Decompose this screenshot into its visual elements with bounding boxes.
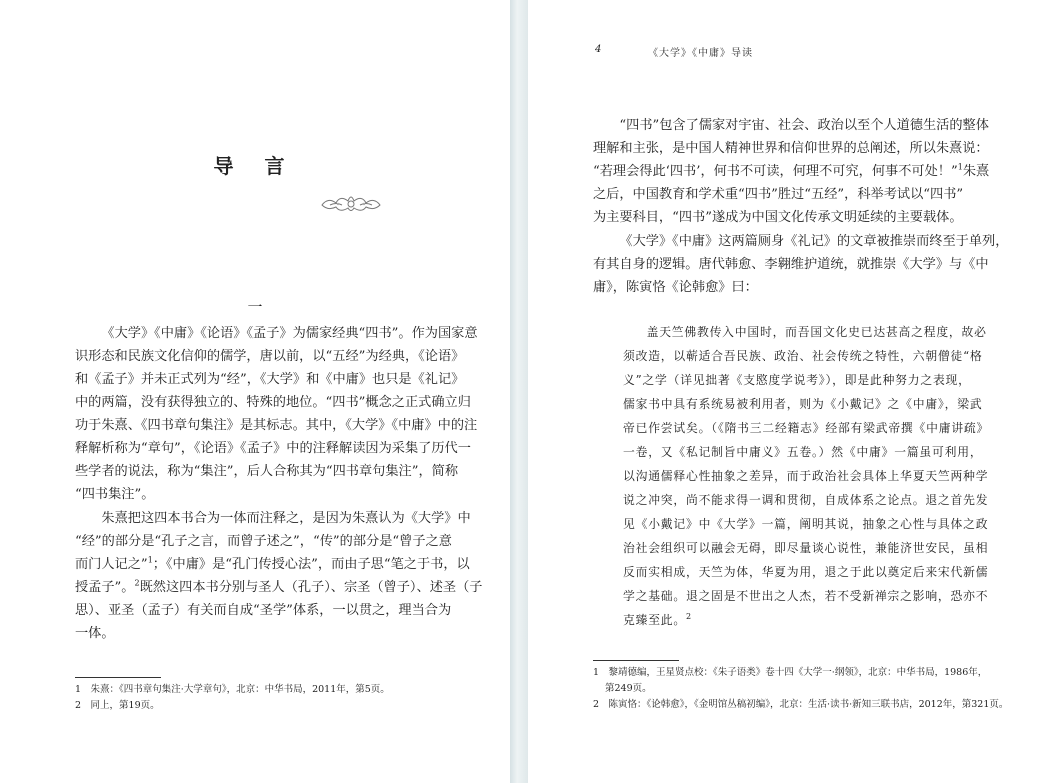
quote-line: 反而实相成，天竺为体，华夏为用，退之于此以奠定后来宋代新儒 (623, 565, 989, 579)
quote-line: 盖天竺佛教传入中国时，而吾国文化史已达甚高之程度，故必 (646, 325, 987, 339)
text-line: 和《孟子》并未正式列为“经”，《大学》和《中庸》也只是《礼记》 (75, 372, 465, 387)
quote-line: 以沟通儒释心性抽象之差异，而于政治社会具体上华夏天竺两种学 (623, 469, 989, 483)
footnote-rule (75, 677, 161, 678)
left-page (0, 0, 510, 783)
text-line: “若理会得此‘四书’，何书不可读，何理不可究，何事不可处！”$^1$朱熹 (593, 162, 990, 179)
text-line: 中的两篇，没有获得独立的、特殊的地位。“四书”概念之正式确立归 (75, 395, 471, 410)
quote-line: 说之冲突，尚不能求得一调和贯彻，自成体系之论点。退之首先发 (623, 493, 989, 507)
text-line: 庸》，陈寅恪《论韩愈》曰： (593, 280, 758, 295)
page-gutter (510, 0, 528, 783)
running-head: 《大学》《中庸》导读 (648, 48, 753, 59)
footnote-rule (593, 660, 679, 661)
text-line: 有其自身的逻辑。唐代韩愈、李翱维护道统，就推崇《大学》与《中 (593, 257, 989, 272)
block-quote (623, 320, 990, 632)
text-line: 朱熹把这四本书合为一体而注释之，是因为朱熹认为《大学》中 (101, 511, 471, 526)
text-line: 释解析称为“章句”，《论语》《孟子》中的注释解读因为采集了历代一 (75, 441, 471, 456)
right-paragraph-2 (593, 230, 1009, 299)
footnote-ref[interactable]: 2 (686, 612, 692, 622)
quote-line: 见《小戴记》中《大学》一篇，阐明其说，抽象之心性与具体之政 (623, 517, 989, 531)
right-paragraph-1 (593, 114, 990, 229)
text-line: 而门人记之”$^1$；《中庸》是“孔门传授心法”，而由子思“笔之于书，以 (75, 555, 470, 572)
text-line: 识形态和民族文化信仰的儒学，唐以前，以“五经”为经典，《论语》 (75, 349, 465, 364)
right-footnote-1-cont: 第249页。 (605, 683, 652, 694)
text-line: 《大学》《中庸》《论语》《孟子》为儒家经典“四书”。作为国家意 (101, 326, 478, 341)
footnote-ref[interactable]: 1 (957, 162, 963, 172)
text-line: 功于朱熹、《四书章句集注》是其标志。其中，《大学》《中庸》中的注 (75, 418, 478, 433)
left-footnote-1: 1 朱熹：《四书章句集注·大学章句》，北京：中华书局，2011年，第5页。 (75, 684, 390, 695)
quote-line: 帝已作尝试矣。（《隋书三二经籍志》经部有梁武帝撰《中庸讲疏》 (623, 421, 990, 435)
text-line: “四书集注”。 (75, 487, 155, 502)
text-line: “经”的部分是“孔子之言，而曾子述之”，“传”的部分是“曾子之意 (75, 534, 452, 549)
text-line: “四书”包含了儒家对宇宙、社会、政治以至个人道德生活的整体 (619, 118, 989, 133)
quote-line: 一卷，又《私记制旨中庸义》五卷。）然《中庸》一篇虽可利用， (623, 445, 983, 459)
section-number: 一 (247, 298, 263, 316)
right-footnote-2: 2 陈寅恪：《论韩愈》，《金明馆丛稿初编》，北京：生活·读书·新知三联书店，2012年，第321页。 (593, 699, 1009, 710)
page-number: 4 (595, 44, 602, 55)
text-line: 理解和主张，是中国人精神世界和信仰世界的总阐述，所以朱熹说： (593, 141, 989, 156)
text-line: 一体。 (75, 626, 115, 641)
text-line: 之后，中国教育和学术重“四书”胜过“五经”，科举考试以“四书” (593, 187, 964, 202)
left-paragraph-2 (75, 507, 483, 645)
footnote-ref[interactable]: 2 (134, 578, 140, 588)
left-paragraph-1 (75, 322, 478, 506)
text-line: 《大学》《中庸》这两篇厕身《礼记》的文章被推崇而终至于单列， (619, 234, 1009, 249)
footnote-ref[interactable]: 1 (147, 555, 153, 565)
quote-line: 学之基础。退之固是不世出之人杰，若不受新禅宗之影响，恐亦不 (623, 589, 989, 603)
chapter-title: 导 言 (213, 154, 297, 178)
quote-line: 须改造，以蕲适合吾民族、政治、社会传统之特性，六朝僧徒“格 (623, 349, 983, 363)
text-line: 授孟子”。$^2$既然这四本书分别与圣人（孔子）、宗圣（曾子）、述圣（子 (75, 578, 483, 595)
quote-line: 治社会组织可以融会无碍，即尽量谈心说性，兼能济世安民，虽相 (623, 541, 989, 555)
text-line: 思）、亚圣（孟子）有关而自成“圣学”体系，一以贯之，理当合为 (75, 603, 452, 618)
text-line: 为主要科目，“四书”遂成为中国文化传承文明延续的主要载体。 (593, 210, 963, 225)
cloud-ornament-icon (318, 191, 384, 215)
left-footnote-2: 2 同上，第19页。 (75, 700, 160, 711)
quote-line: 克臻至此。$^2$ (623, 612, 692, 627)
text-line: 些学者的说法，称为“集注”，后人合称其为“四书章句集注”，简称 (75, 464, 459, 479)
quote-line: 儒家书中具有系统易被利用者，则为《小戴记》之《中庸》，梁武 (623, 397, 983, 411)
right-footnote-1: 1 黎靖德编，王星贤点校：《朱子语类》卷十四《大学一·纲领》，北京：中华书局，1986年， (593, 667, 988, 678)
quote-line: 义”之学（详见拙著《支愍度学说考》），即是此种努力之表现， (623, 373, 971, 387)
